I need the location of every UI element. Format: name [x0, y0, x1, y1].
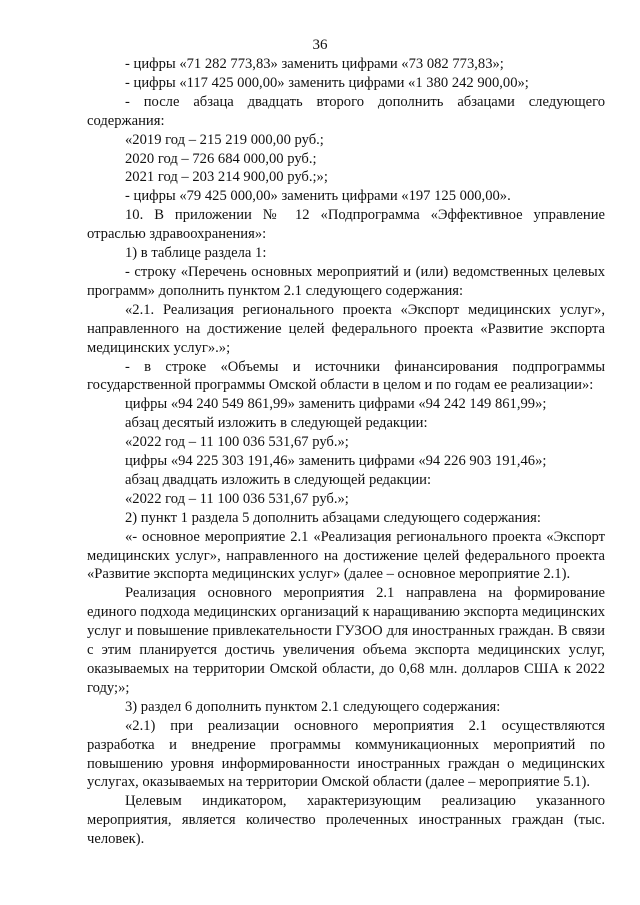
paragraph: 2021 год – 203 214 900,00 руб.;»; — [125, 169, 328, 186]
paragraph: «2.1. Реализация регионального проекта «Экспорт медицинских услуг», направленного на достижение целей федерального проекта «Развитие экспорта медицинских услуг».»; — [87, 301, 605, 356]
paragraph: 1) в таблице раздела 1: — [125, 245, 267, 262]
paragraph: «2019 год – 215 219 000,00 руб.; — [125, 131, 324, 148]
document-body — [87, 55, 605, 849]
paragraph: «2022 год – 11 100 036 531,67 руб.»; — [125, 490, 349, 507]
paragraph: Целевым индикатором, характеризующим реализацию указанного мероприятия, является количество пролеченных иностранных граждан (тыс. человек). — [87, 793, 605, 848]
paragraph: абзац двадцать изложить в следующей редакции: — [125, 471, 432, 488]
page-number: 36 — [312, 37, 328, 53]
paragraph: 3) раздел 6 дополнить пунктом 2.1 следующего содержания: — [125, 698, 501, 715]
paragraph: цифры «94 225 303 191,46» заменить цифрами «94 226 903 191,46»; — [125, 453, 547, 470]
paragraph: «2022 год – 11 100 036 531,67 руб.»; — [125, 434, 349, 451]
paragraph: 2) пункт 1 раздела 5 дополнить абзацами следующего содержания: — [125, 509, 541, 526]
paragraph: - в строке «Объемы и источники финансирования подпрограммы государственной программы Омской области в целом и по годам ее реализации»: — [87, 358, 605, 394]
paragraph: - цифры «71 282 773,83» заменить цифрами «73 082 773,83»; — [125, 56, 504, 72]
paragraph: «- основное мероприятие 2.1 «Реализация регионального проекта «Экспорт медицинских услуг», направленного на достижение целей федерального проекта «Развитие экспорта медицинских услуг» (далее – основное мероприятие 2.1). — [87, 528, 605, 583]
paragraph: - строку «Перечень основных мероприятий и (или) ведомственных целевых программ» дополнить пунктом 2.1 следующего содержания: — [87, 263, 605, 299]
paragraph: - цифры «79 425 000,00» заменить цифрами «197 125 000,00». — [125, 188, 511, 205]
paragraph: цифры «94 240 549 861,99» заменить цифрами «94 242 149 861,99»; — [125, 396, 547, 413]
paragraph: - цифры «117 425 000,00» заменить цифрами «1 380 242 900,00»; — [125, 74, 529, 91]
paragraph: 10. В приложении № 12 «Подпрограмма «Эффективное управление отраслью здравоохранения»: — [87, 207, 605, 243]
paragraph: - после абзаца двадцать второго дополнить абзацами следующего содержания: — [87, 93, 605, 129]
paragraph: «2.1) при реализации основного мероприятия 2.1 осуществляются разработка и внедрение программы коммуникационных мероприятий по повышению уровня информированности иностранных граждан о медицинских услугах, оказываемых на территории Омской области (далее – мероприятие 5.1). — [87, 717, 605, 791]
paragraph: 2020 год – 726 684 000,00 руб.; — [125, 150, 317, 167]
paragraph: абзац десятый изложить в следующей редакции: — [125, 415, 428, 432]
paragraph: Реализация основного мероприятия 2.1 направлена на формирование единого подхода медицинских организаций к наращиванию экспорта медицинских услуг и повышение привлекательности ГУЗОО для иностранных граждан. В связи с этим планируется достичь увеличения объема экспорта медицинских услуг, оказываемых на территории Омской области, до 0,68 млн. долларов США к 2022 году;»; — [87, 585, 605, 696]
